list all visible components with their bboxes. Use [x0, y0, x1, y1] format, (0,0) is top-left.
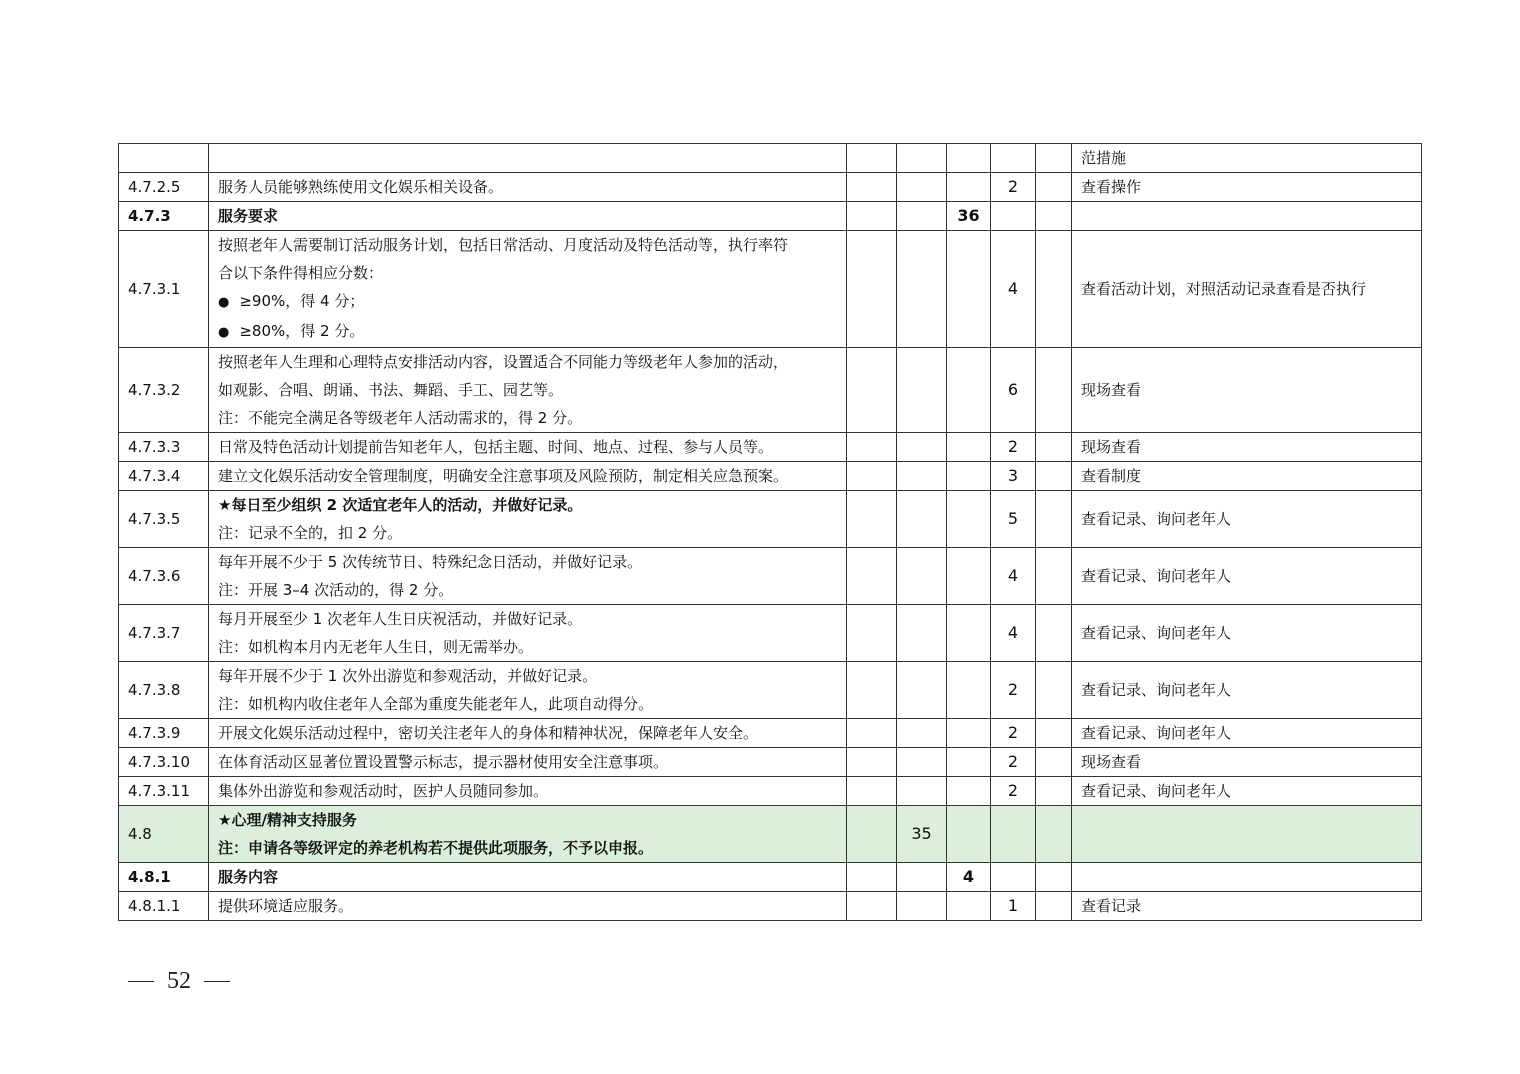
score-s3	[947, 144, 991, 173]
requirement-line: 按照老年人生理和心理特点安排活动内容，设置适合不同能力等级老年人参加的活动，	[218, 353, 789, 371]
requirement-line: ● ≥90%，得 4 分；	[218, 287, 837, 317]
item-requirement	[209, 173, 847, 202]
score-s3	[947, 806, 991, 863]
score-s3: 4	[947, 863, 991, 892]
score-s2	[897, 863, 947, 892]
item-requirement	[209, 462, 847, 491]
score-s1	[847, 433, 897, 462]
requirement-line: ● ≥80%，得 2 分。	[218, 317, 837, 347]
item-requirement	[209, 433, 847, 462]
score-s2	[897, 144, 947, 173]
item-requirement	[209, 748, 847, 777]
score-s3	[947, 662, 991, 719]
review-method: 查看记录、询问老年人	[1072, 777, 1422, 806]
score-s3	[947, 605, 991, 662]
score-actual	[1036, 548, 1072, 605]
score-s2	[897, 462, 947, 491]
score-actual	[1036, 892, 1072, 921]
review-method: 现场查看	[1072, 433, 1422, 462]
review-method: 查看记录、询问老年人	[1072, 491, 1422, 548]
table-row	[119, 863, 1422, 892]
score-s1	[847, 231, 897, 348]
item-code: 4.7.3.1	[119, 231, 209, 348]
score-actual	[1036, 144, 1072, 173]
review-method: 查看记录	[1072, 892, 1422, 921]
requirement-line: 在体育活动区显著位置设置警示标志，提示器材使用安全注意事项。	[218, 753, 669, 771]
score-s1	[847, 173, 897, 202]
score-s1	[847, 806, 897, 863]
item-code: 4.7.3.5	[119, 491, 209, 548]
item-requirement	[209, 662, 847, 719]
item-code: 4.8	[119, 806, 209, 863]
page-number-footer	[128, 968, 230, 995]
score-actual	[1036, 806, 1072, 863]
table-row	[119, 173, 1422, 202]
score-s1	[847, 348, 897, 433]
score-s4: 2	[991, 719, 1036, 748]
table-row	[119, 548, 1422, 605]
item-requirement	[209, 777, 847, 806]
score-s1	[847, 719, 897, 748]
score-s3	[947, 433, 991, 462]
requirement-line: 每月开展至少 1 次老年人生日庆祝活动，并做好记录。	[218, 610, 583, 628]
item-code: 4.8.1.1	[119, 892, 209, 921]
score-actual	[1036, 863, 1072, 892]
score-s2	[897, 173, 947, 202]
item-requirement	[209, 231, 847, 348]
table-body	[119, 144, 1422, 921]
score-actual	[1036, 748, 1072, 777]
item-code: 4.7.3.6	[119, 548, 209, 605]
score-s4	[991, 863, 1036, 892]
item-code: 4.7.3.2	[119, 348, 209, 433]
requirement-line: 每年开展不少于 5 次传统节日、特殊纪念日活动，并做好记录。	[218, 553, 643, 571]
review-method: 查看制度	[1072, 462, 1422, 491]
table-row	[119, 231, 1422, 348]
score-s1	[847, 605, 897, 662]
score-s3	[947, 892, 991, 921]
score-s1	[847, 548, 897, 605]
item-requirement	[209, 863, 847, 892]
score-actual	[1036, 462, 1072, 491]
item-requirement	[209, 491, 847, 548]
score-s4: 4	[991, 231, 1036, 348]
requirement-line: 注：记录不全的，扣 2 分。	[218, 524, 403, 542]
score-s3	[947, 462, 991, 491]
review-method: 现场查看	[1072, 348, 1422, 433]
score-s2	[897, 719, 947, 748]
score-s1	[847, 863, 897, 892]
score-s4	[991, 202, 1036, 231]
score-actual	[1036, 173, 1072, 202]
score-s1	[847, 748, 897, 777]
score-s2	[897, 433, 947, 462]
requirement-line: 建立文化娱乐活动安全管理制度，明确安全注意事项及风险预防，制定相关应急预案。	[218, 467, 789, 485]
score-s2	[897, 662, 947, 719]
score-s4: 4	[991, 548, 1036, 605]
score-s4: 2	[991, 748, 1036, 777]
requirement-line: 服务内容	[218, 868, 279, 886]
requirement-line: 按照老年人需要制订活动服务计划，包括日常活动、月度活动及特色活动等，执行率符	[218, 236, 789, 254]
requirement-line: 注：申请各等级评定的养老机构若不提供此项服务，不予以申报。	[218, 839, 654, 857]
requirement-line: ★每日至少组织 2 次适宜老年人的活动，并做好记录。	[218, 496, 583, 514]
item-requirement	[209, 548, 847, 605]
score-actual	[1036, 202, 1072, 231]
review-method: 查看操作	[1072, 173, 1422, 202]
score-s2	[897, 231, 947, 348]
score-s1	[847, 662, 897, 719]
requirement-line: 每年开展不少于 1 次外出游览和参观活动，并做好记录。	[218, 667, 598, 685]
score-actual	[1036, 662, 1072, 719]
review-method: 现场查看	[1072, 748, 1422, 777]
requirement-line: 注：开展 3–4 次活动的，得 2 分。	[218, 581, 454, 599]
score-s3	[947, 748, 991, 777]
dash-right	[204, 981, 230, 982]
score-s4: 2	[991, 662, 1036, 719]
score-s2	[897, 491, 947, 548]
requirement-line: 如观影、合唱、朗诵、书法、舞蹈、手工、园艺等。	[218, 381, 564, 399]
item-code: 4.7.3.11	[119, 777, 209, 806]
table-row	[119, 433, 1422, 462]
review-method: 范措施	[1072, 144, 1422, 173]
review-method	[1072, 806, 1422, 863]
review-method	[1072, 863, 1422, 892]
score-s2	[897, 348, 947, 433]
score-actual	[1036, 231, 1072, 348]
score-s4: 4	[991, 605, 1036, 662]
item-requirement	[209, 348, 847, 433]
table-row	[119, 892, 1422, 921]
requirement-line: 注：如机构本月内无老年人生日，则无需举办。	[218, 638, 534, 656]
table-row	[119, 777, 1422, 806]
item-code: 4.7.3	[119, 202, 209, 231]
table-row	[119, 748, 1422, 777]
score-s4: 3	[991, 462, 1036, 491]
score-s4: 1	[991, 892, 1036, 921]
requirement-line: 开展文化娱乐活动过程中，密切关注老年人的身体和精神状况，保障老年人安全。	[218, 724, 759, 742]
score-s3	[947, 173, 991, 202]
item-requirement	[209, 144, 847, 173]
score-s2: 35	[897, 806, 947, 863]
item-code: 4.7.3.4	[119, 462, 209, 491]
evaluation-table	[118, 143, 1422, 921]
table-row	[119, 806, 1422, 863]
score-s3	[947, 719, 991, 748]
score-s4	[991, 144, 1036, 173]
review-method	[1072, 202, 1422, 231]
score-s2	[897, 892, 947, 921]
item-requirement	[209, 202, 847, 231]
item-requirement	[209, 719, 847, 748]
score-s1	[847, 892, 897, 921]
score-actual	[1036, 777, 1072, 806]
score-s4: 5	[991, 491, 1036, 548]
score-s2	[897, 548, 947, 605]
score-s3	[947, 348, 991, 433]
item-code: 4.7.2.5	[119, 173, 209, 202]
table-row	[119, 462, 1422, 491]
score-s1	[847, 144, 897, 173]
score-s2	[897, 202, 947, 231]
score-actual	[1036, 491, 1072, 548]
review-method: 查看记录、询问老年人	[1072, 662, 1422, 719]
review-method: 查看记录、询问老年人	[1072, 605, 1422, 662]
requirement-line: 提供环境适应服务。	[218, 897, 354, 915]
item-code	[119, 144, 209, 173]
item-code: 4.7.3.8	[119, 662, 209, 719]
requirement-line: 合以下条件得相应分数：	[218, 264, 384, 282]
table-row	[119, 491, 1422, 548]
page-number: 52	[167, 968, 191, 994]
dash-left	[128, 981, 154, 982]
requirement-line: 日常及特色活动计划提前告知老年人，包括主题、时间、地点、过程、参与人员等。	[218, 438, 774, 456]
review-method: 查看记录、询问老年人	[1072, 548, 1422, 605]
requirement-line: 注：不能完全满足各等级老年人活动需求的，得 2 分。	[218, 409, 583, 427]
score-s2	[897, 748, 947, 777]
score-s4: 2	[991, 777, 1036, 806]
review-method: 查看记录、询问老年人	[1072, 719, 1422, 748]
item-requirement	[209, 806, 847, 863]
item-requirement	[209, 605, 847, 662]
score-s4: 2	[991, 173, 1036, 202]
score-s3	[947, 548, 991, 605]
score-s4: 2	[991, 433, 1036, 462]
score-s1	[847, 202, 897, 231]
item-code: 4.7.3.9	[119, 719, 209, 748]
table-row	[119, 348, 1422, 433]
item-code: 4.7.3.10	[119, 748, 209, 777]
score-s3: 36	[947, 202, 991, 231]
score-s3	[947, 777, 991, 806]
table-row	[119, 719, 1422, 748]
table-row	[119, 605, 1422, 662]
table-row	[119, 662, 1422, 719]
score-actual	[1036, 348, 1072, 433]
requirement-line: ★心理/精神支持服务	[218, 811, 357, 829]
item-code: 4.8.1	[119, 863, 209, 892]
score-s4: 6	[991, 348, 1036, 433]
score-s3	[947, 231, 991, 348]
score-s4	[991, 806, 1036, 863]
table-row	[119, 202, 1422, 231]
score-s1	[847, 491, 897, 548]
score-s1	[847, 462, 897, 491]
score-actual	[1036, 433, 1072, 462]
requirement-line: 集体外出游览和参观活动时，医护人员随同参加。	[218, 782, 549, 800]
requirement-line: 服务人员能够熟练使用文化娱乐相关设备。	[218, 178, 504, 196]
table-row	[119, 144, 1422, 173]
requirement-line: 注：如机构内收住老年人全部为重度失能老年人，此项自动得分。	[218, 695, 654, 713]
score-s3	[947, 491, 991, 548]
score-s1	[847, 777, 897, 806]
item-requirement	[209, 892, 847, 921]
review-method: 查看活动计划，对照活动记录查看是否执行	[1072, 231, 1422, 348]
score-s2	[897, 777, 947, 806]
requirement-line: 服务要求	[218, 207, 279, 225]
score-actual	[1036, 719, 1072, 748]
score-actual	[1036, 605, 1072, 662]
item-code: 4.7.3.7	[119, 605, 209, 662]
score-s2	[897, 605, 947, 662]
item-code: 4.7.3.3	[119, 433, 209, 462]
